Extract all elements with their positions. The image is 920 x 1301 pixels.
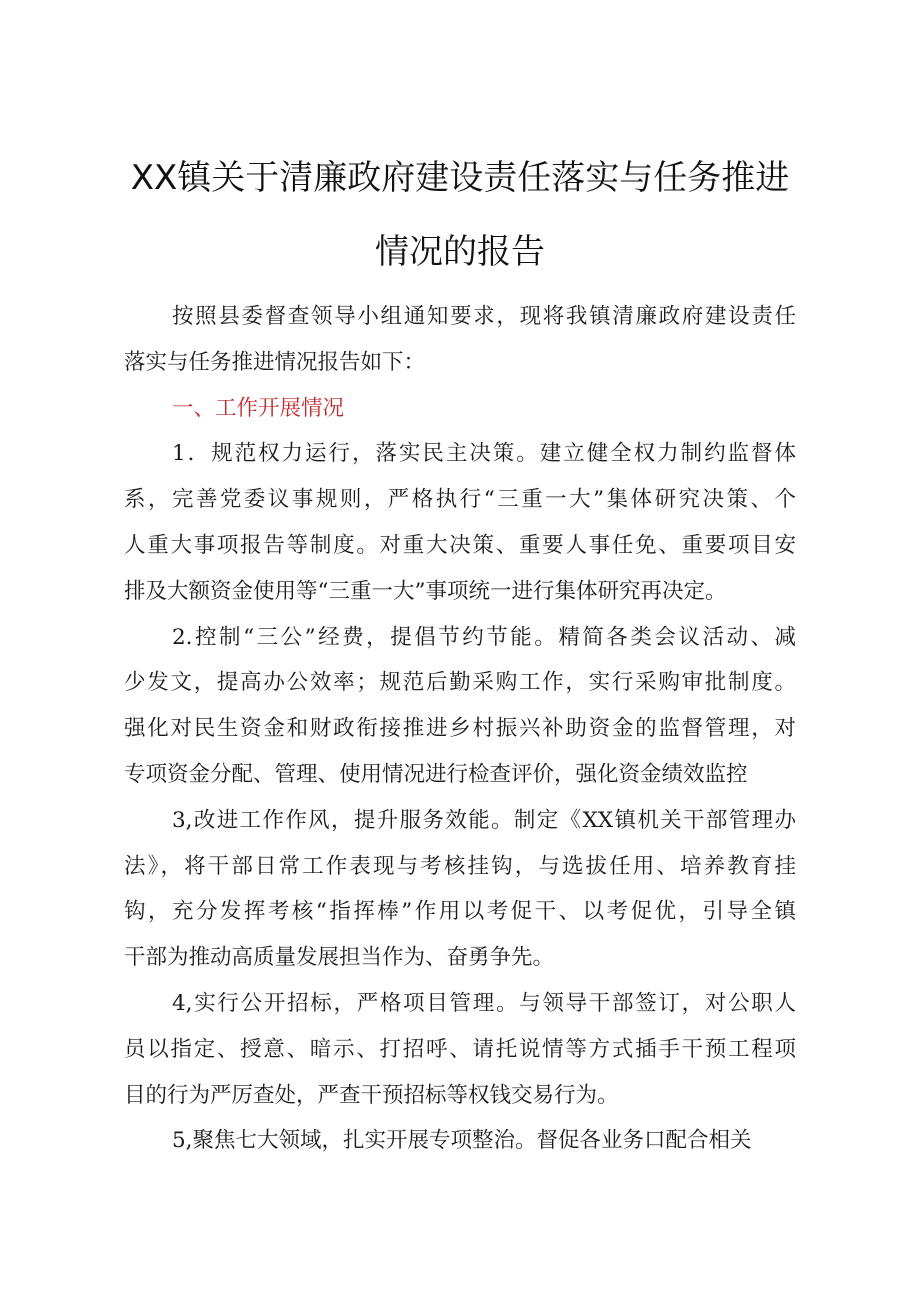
item-1-line-4: 排及大额资金使用等“三重一大”事项统一进行集体研究再决定。 bbox=[124, 578, 727, 604]
document-title-line-1: XX镇关于清廉政府建设责任落实与任务推进 bbox=[130, 158, 790, 198]
item-4-line-2: 员以指定、授意、暗示、打招呼、请托说情等方式插手干预工程项 bbox=[124, 1036, 796, 1062]
intro-line-1: 按照县委督查领导小组通知要求，现将我镇清廉政府建设责任 bbox=[172, 304, 796, 329]
item-3-line-1: 3,改进工作作风，提升服务效能。制定《XX镇机关干部管理办 bbox=[172, 807, 796, 833]
item-2-line-4: 专项资金分配、管理、使用情况进行检查评价，强化资金绩效监控 bbox=[124, 761, 748, 787]
item-1-line-2: 系，完善党委议事规则，严格执行“三重一大”集体研究决策、个 bbox=[124, 487, 796, 513]
intro-line-2: 落实与任务推进情况报告如下： bbox=[124, 349, 426, 375]
item-4-line-3: 目的行为严厉查处，严查干预招标等权钱交易行为。 bbox=[124, 1082, 619, 1108]
item-5-line-1: 5,聚焦七大领域，扎实开展专项整治。督促各业务口配合相关 bbox=[172, 1128, 752, 1154]
item-2-line-2: 少发文，提高办公效率；规范后勤采购工作，实行采购审批制度。 bbox=[124, 670, 796, 696]
section-heading: 一、工作开展情况 bbox=[172, 395, 345, 421]
item-3-line-4: 干部为推动高质量发展担当作为、奋勇争先。 bbox=[124, 945, 555, 971]
item-1-line-3: 人重大事项报告等制度。对重大决策、重要人事任免、重要项目安 bbox=[124, 532, 796, 558]
document-title-line-2: 情况的报告 bbox=[375, 232, 545, 272]
item-3-line-3: 钩，充分发挥考核“指挥棒”作用以考促干、以考促优，引导全镇 bbox=[124, 899, 796, 925]
item-1-line-1: 1．规范权力运行，落实民主决策。建立健全权力制约监督体 bbox=[172, 441, 796, 467]
item-2-line-3: 强化对民生资金和财政衔接推进乡村振兴补助资金的监督管理，对 bbox=[124, 716, 796, 742]
item-3-line-2: 法》，将干部日常工作表现与考核挂钩，与选拔任用、培养教育挂 bbox=[124, 853, 796, 879]
document-body bbox=[124, 294, 796, 1164]
item-4-line-1: 4,实行公开招标，严格项目管理。与领导干部签订，对公职人 bbox=[172, 990, 796, 1016]
item-2-line-1: 2.控制“三公”经费，提倡节约节能。精简各类会议活动、减 bbox=[172, 624, 796, 650]
